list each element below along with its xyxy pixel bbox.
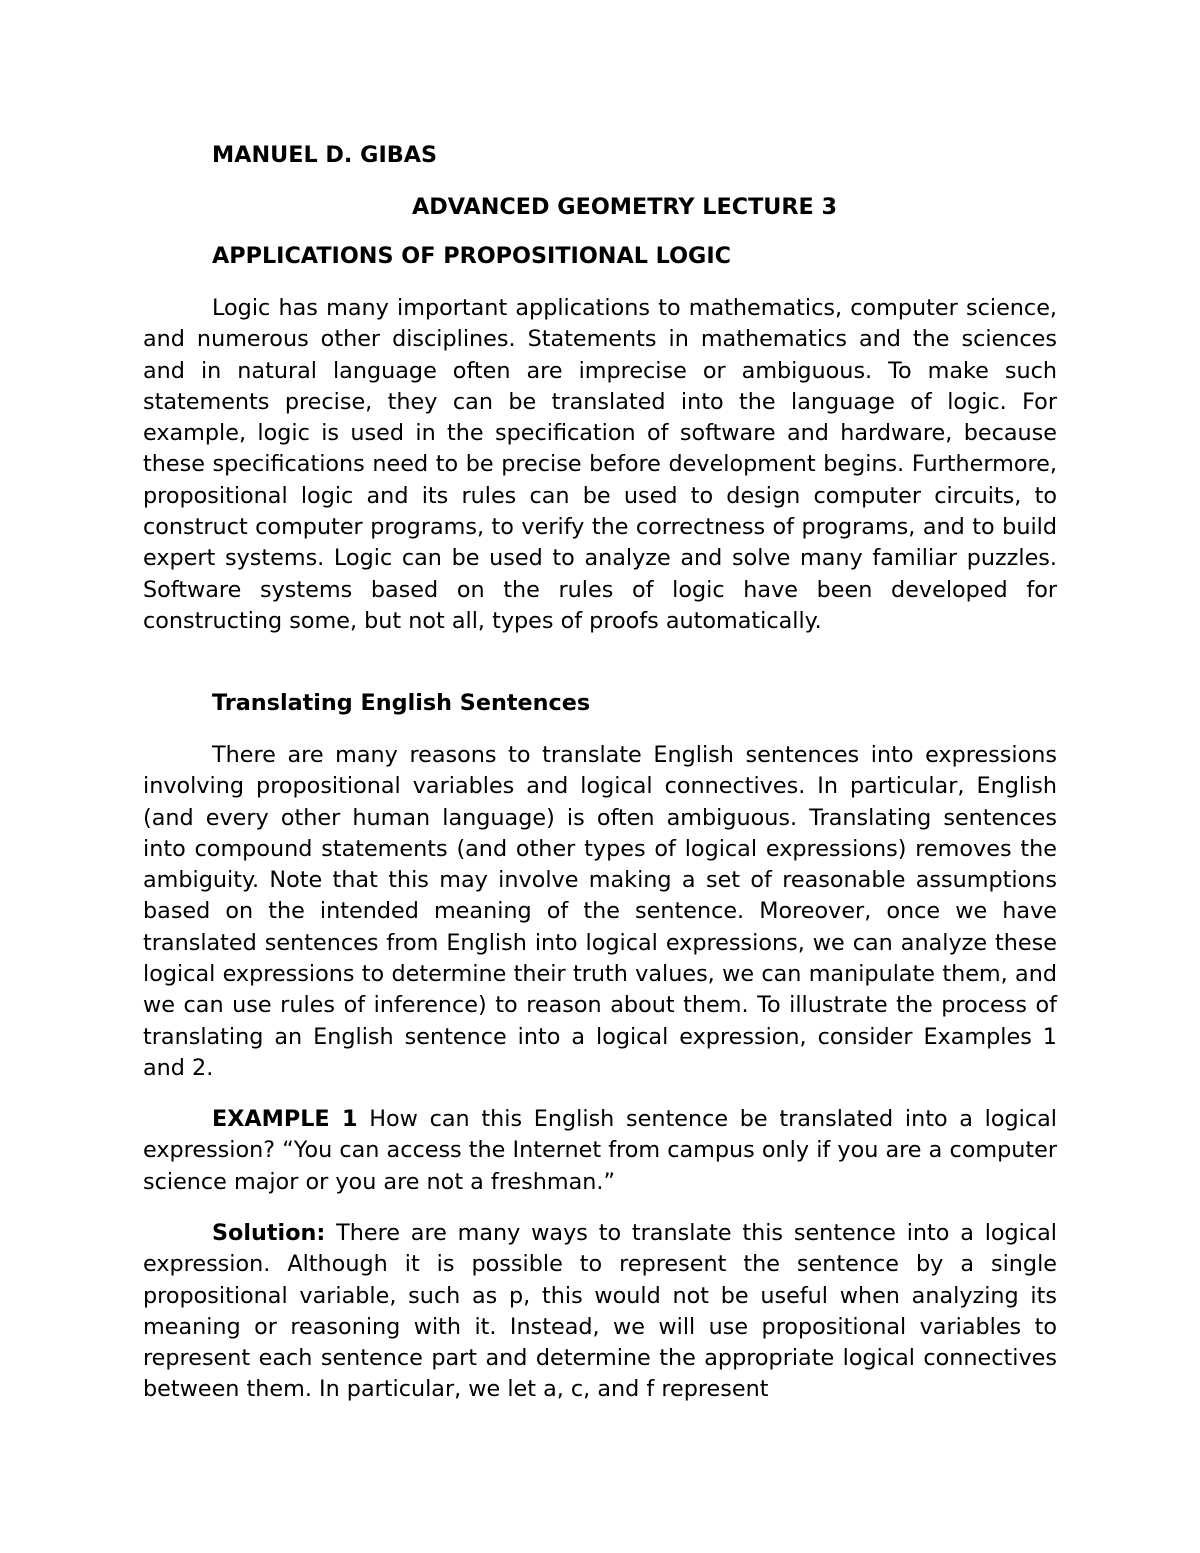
solution-label: Solution:: [212, 1220, 326, 1246]
example-1-paragraph: [143, 1104, 1057, 1198]
section-title: APPLICATIONS OF PROPOSITIONAL LOGIC: [212, 243, 732, 269]
translating-paragraph: There are many reasons to translate English sentences into expressions involving propositional variables and logical connectives. In particular, English (and every other human language) is often ambiguous. Translating sentences into compound statements (and other types of logical expressions) removes the ambiguity. Note that this may involve making a set of reasonable assumptions based on the intended meaning of the sentence. Moreover, once we have translated sentences from English into logical expressions, we can analyze these logical expressions to determine their truth values, we can manipulate them, and we can use rules of inference) to reason about them. To illustrate the process of translating an English sentence into a logical expression, consider Examples 1 and 2.: [143, 742, 1057, 1081]
example-1-text: How can this English sentence be translated into a logical expression? “You can access the Internet from campus only if you are a computer science major or you are not a freshman.”: [143, 1106, 1057, 1195]
solution-paragraph: [143, 1218, 1057, 1406]
example-1-label: EXAMPLE 1: [212, 1106, 358, 1132]
solution-text: There are many ways to translate this sentence into a logical expression. Although it is possible to represent the sentence by a single propositional variable, such as p, this would not be useful when analyzing its meaning or reasoning with it. Instead, we will use propositional variables to represent each sentence part and determine the appropriate logical connectives between them. In particular, we let a, c, and f represent: [143, 1220, 1057, 1403]
subsection-title: Translating English Sentences: [212, 690, 591, 716]
lecture-title: ADVANCED GEOMETRY LECTURE 3: [412, 194, 838, 220]
intro-paragraph: Logic has many important applications to mathematics, computer science, and numerous other disciplines. Statements in mathematics and the sciences and in natural language often are imprecise or ambiguous. To make such statements precise, they can be translated into the language of logic. For example, logic is used in the specification of software and hardware, because these specifications need to be precise before development begins. Furthermore, propositional logic and its rules can be used to design computer circuits, to construct computer programs, to verify the correctness of programs, and to build expert systems. Logic can be used to analyze and solve many familiar puzzles. Software systems based on the rules of logic have been developed for constructing some, but not all, types of proofs automatically.: [143, 295, 1057, 634]
author-name: MANUEL D. GIBAS: [212, 142, 438, 168]
